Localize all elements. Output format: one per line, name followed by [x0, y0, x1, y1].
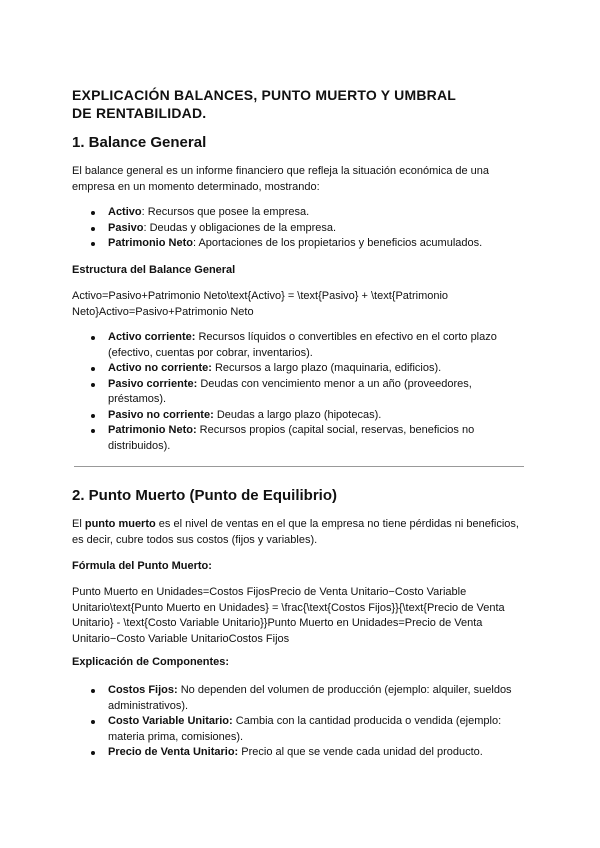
list-item: Pasivo no corriente: Deudas a largo plazo (hipotecas). [108, 408, 532, 424]
subheading: Fórmula del Punto Muerto: [72, 560, 212, 572]
list-item: Activo: Recursos que posee la empresa. [108, 205, 532, 221]
list-item: Activo no corriente: Recursos a largo plazo (maquinaria, edificios). [108, 361, 532, 377]
section-heading: 1. Balance General [72, 134, 207, 151]
list-item: Costos Fijos: No dependen del volumen de producción (ejemplo: alquiler, sueldos administrativos). [108, 683, 532, 714]
section-heading: 2. Punto Muerto (Punto de Equilibrio) [72, 487, 337, 504]
list-item: Precio de Venta Unitario: Precio al que se vende cada unidad del producto. [108, 745, 532, 761]
list-item: Costo Variable Unitario: Cambia con la cantidad producida o vendida (ejemplo: materia prima, comisiones). [108, 714, 532, 745]
section-divider [74, 466, 524, 467]
document-title: EXPLICACIÓN BALANCES, PUNTO MUERTO Y UMBRAL DE RENTABILIDAD. [72, 87, 456, 121]
subheading: Explicación de Componentes: [72, 656, 230, 668]
paragraph: El punto muerto es el nivel de ventas en el que la empresa no tiene pérdidas ni beneficios, es decir, cubre todos sus costos (fijos y variables). [72, 518, 519, 546]
list-item: Pasivo corriente: Deudas con vencimiento menor a un año (proveedores, préstamos). [108, 377, 532, 408]
subheading: Estructura del Balance General [72, 264, 236, 276]
formula: Activo=Pasivo+Patrimonio Neto\text{Activo} = \text{Pasivo} + \text{Patrimonio Neto}Activo=Pasivo+Patrimonio Neto [72, 290, 449, 318]
formula: Punto Muerto en Unidades=Costos FijosPrecio de Venta Unitario−Costo Variable Unitario\text{Punto Muerto en Unidades} = \frac{\text{Costos Fijos}}{\text{Precio de Venta Unitario} - \text{Costo Variable Unitario}}Punto Muerto en Unidades=Precio de Venta Unitario−Costo Variable UnitarioCostos Fijos [72, 586, 505, 645]
bullet-list [72, 205, 532, 252]
list-item: Patrimonio Neto: Recursos propios (capital social, reservas, beneficios no distribuidos). [108, 423, 532, 454]
paragraph: El balance general es un informe financiero que refleja la situación económica de una empresa en un momento determinado, mostrando: [72, 165, 490, 193]
list-item: Patrimonio Neto: Aportaciones de los propietarios y beneficios acumulados. [108, 236, 532, 252]
bullet-list [72, 330, 532, 454]
list-item: Activo corriente: Recursos líquidos o convertibles en efectivo en el corto plazo (efectivo, cuentas por cobrar, inventarios). [108, 330, 532, 361]
bullet-list [72, 683, 532, 761]
list-item: Pasivo: Deudas y obligaciones de la empresa. [108, 221, 532, 237]
